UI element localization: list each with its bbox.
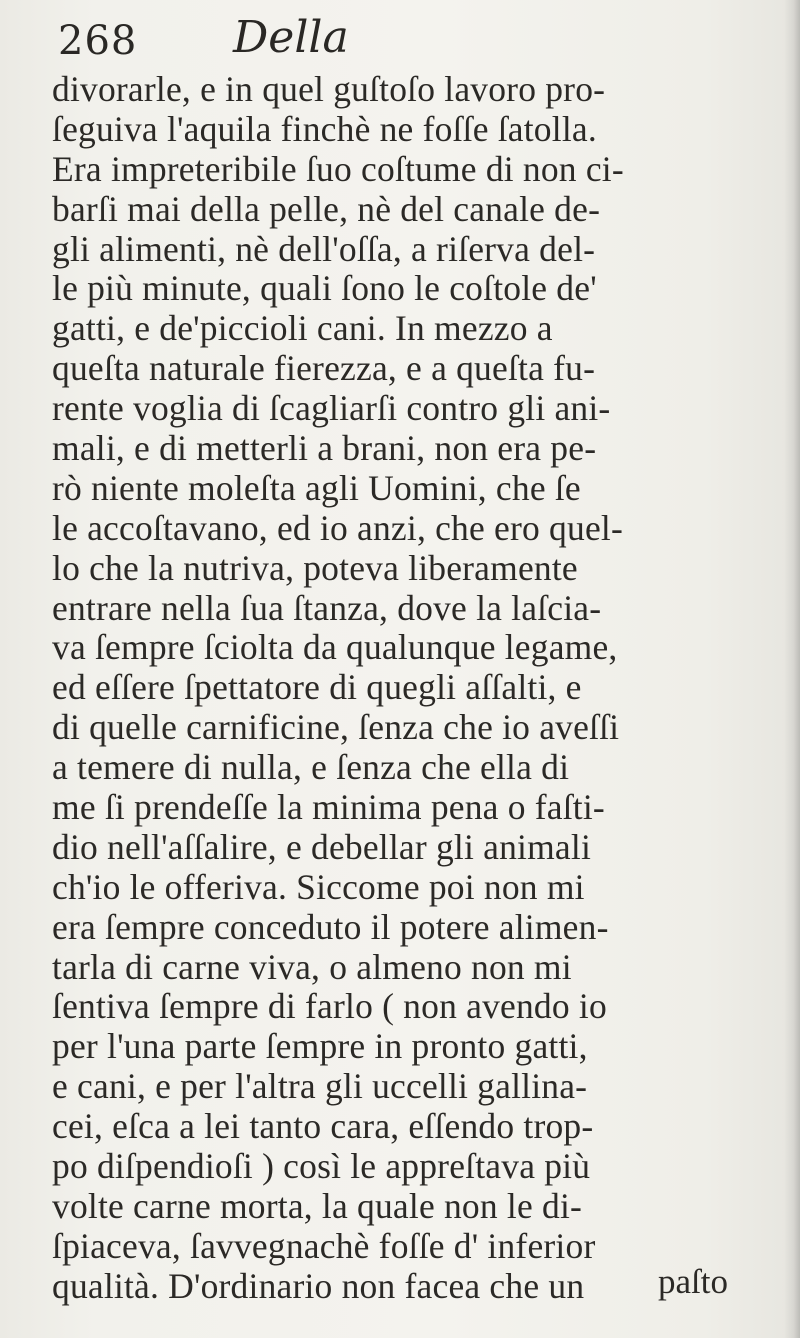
text-line: gli alimenti, nè dell'oſſa, a riſerva del- [52, 228, 596, 269]
page-number: 268 [58, 18, 138, 64]
text-line: lo che la nutriva, poteva liberamente [52, 547, 578, 588]
text-line: tarla di carne viva, o almeno non mi [52, 946, 572, 987]
text-line: divorarle, e in quel guſtoſo lavoro pro- [52, 69, 606, 109]
text-line: gatti, e de'piccioli cani. In mezzo a [52, 308, 553, 349]
text-line: ch'io le offeriva. Siccome poi non mi [52, 866, 585, 907]
text-line: po diſpendioſi ) così le appreſtava più [52, 1146, 591, 1187]
text-line: queſta naturale fierezza, e a queſta fu- [52, 348, 596, 389]
text-line: ed eſſere ſpettatore di quegli aſſalti, e [52, 667, 582, 708]
text-line: le più minute, quali ſono le coſtole de' [52, 268, 597, 309]
text-line: e cani, e per l'altra gli uccelli gallina- [52, 1066, 588, 1107]
body-text [52, 70, 772, 1307]
text-line: va ſempre ſciolta da qualunque legame, [52, 627, 618, 668]
text-line: era ſempre conceduto il potere alimen- [52, 906, 609, 947]
text-line: me ſi prendeſſe la minima pena o faſti- [52, 787, 605, 828]
text-line: a temere di nulla, e ſenza che ella di [52, 747, 570, 788]
text-line: le accoſtavano, ed io anzi, che ero quel- [52, 507, 623, 548]
text-line: mali, e di metterli a brani, non era pe- [52, 428, 597, 469]
text-line: rò niente moleſta agli Uomini, che ſe [52, 467, 581, 508]
text-line: ſeguiva l'aquila finchè ne foſſe ſatolla. [52, 108, 597, 149]
text-line: barſi mai della pelle, nè del canale de- [52, 188, 601, 229]
text-line: Era impreteribile ſuo coſtume di non ci- [52, 148, 624, 189]
text-line: ſentiva ſempre di farlo ( non avendo io [52, 986, 607, 1027]
text-line: dio nell'aſſalire, e debellar gli animali [52, 826, 592, 867]
text-line: cei, eſca a lei tanto cara, eſſendo trop- [52, 1106, 594, 1147]
running-head: Della [233, 12, 349, 63]
text-line: entrare nella ſua ſtanza, dove la laſcia- [52, 587, 602, 628]
text-line: qualità. D'ordinario non facea che un [52, 1265, 585, 1306]
text-line: volte carne morta, la quale non le di- [52, 1185, 583, 1226]
catchword: paſto [658, 1262, 728, 1301]
text-line: di quelle carnificine, ſenza che io aveſſi [52, 707, 620, 748]
page-edge-shadow [784, 0, 800, 1338]
text-line: ſpiaceva, ſavvegnachè foſſe d' inferior [52, 1225, 596, 1266]
page-header [58, 12, 618, 72]
text-line: per l'una parte ſempre in pronto gatti, [52, 1026, 588, 1067]
text-line: rente voglia di ſcagliarſi contro gli ani- [52, 388, 611, 429]
